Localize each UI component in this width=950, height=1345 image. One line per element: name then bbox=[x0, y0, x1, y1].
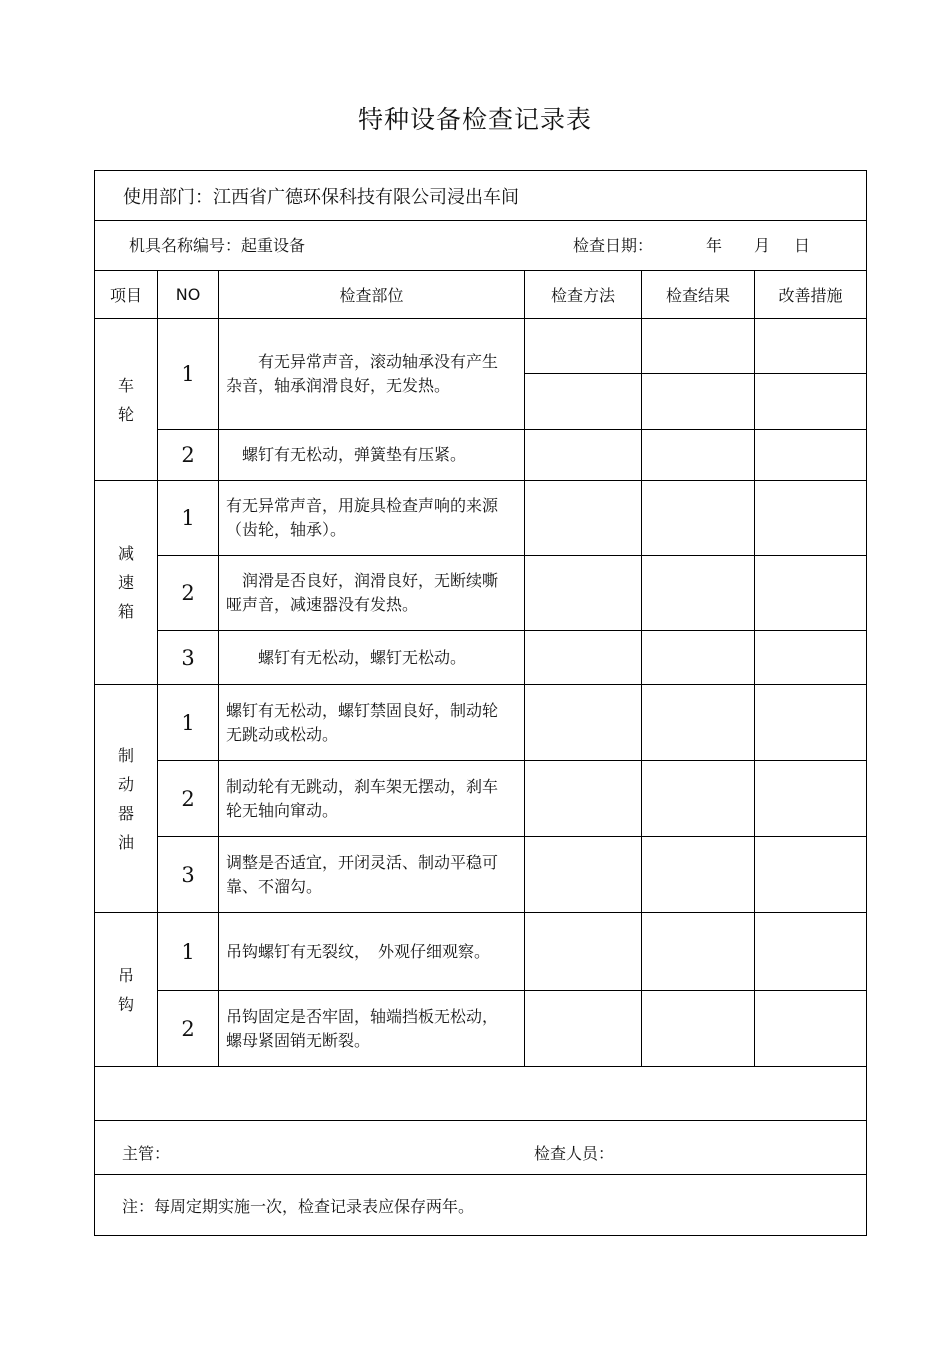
measure-cell[interactable] bbox=[755, 837, 867, 913]
item-no: 1 bbox=[158, 319, 219, 430]
item-no: 2 bbox=[158, 991, 219, 1067]
method-cell[interactable] bbox=[525, 913, 642, 991]
check-part: 螺钉有无松动，螺钉无松动。 bbox=[219, 631, 525, 685]
item-no: 2 bbox=[158, 761, 219, 837]
header-item: 项目 bbox=[95, 271, 158, 319]
measure-cell[interactable] bbox=[755, 481, 867, 556]
check-part: 调整是否适宜，开闭灵活、制动平稳可靠、不溜勾。 bbox=[219, 837, 525, 913]
machine-info-row bbox=[95, 221, 867, 271]
result-cell[interactable] bbox=[642, 481, 755, 556]
result-cell[interactable] bbox=[642, 685, 755, 761]
method-cell[interactable] bbox=[525, 481, 642, 556]
method-cell[interactable] bbox=[525, 685, 642, 761]
result-cell[interactable] bbox=[642, 631, 755, 685]
date-day: 日 bbox=[794, 236, 811, 255]
date-month: 月 bbox=[754, 236, 771, 255]
method-cell[interactable] bbox=[525, 761, 642, 837]
item-no: 3 bbox=[158, 631, 219, 685]
measure-cell[interactable] bbox=[755, 991, 867, 1067]
category-wheel: 车 轮 bbox=[95, 319, 158, 481]
header-method: 检查方法 bbox=[525, 271, 642, 319]
item-no: 2 bbox=[158, 556, 219, 631]
result-cell[interactable] bbox=[642, 761, 755, 837]
department-row: 使用部门：江西省广德环保科技有限公司浸出车间 bbox=[95, 171, 867, 221]
date-year: 年 bbox=[706, 236, 723, 255]
inspection-table bbox=[94, 170, 867, 1236]
method-cell[interactable] bbox=[525, 556, 642, 631]
measure-cell[interactable] bbox=[755, 631, 867, 685]
result-cell[interactable] bbox=[642, 556, 755, 631]
note-row: 注：每周定期实施一次，检查记录表应保存两年。 bbox=[95, 1175, 867, 1236]
header-result: 检查结果 bbox=[642, 271, 755, 319]
result-cell[interactable] bbox=[642, 991, 755, 1067]
category-gearbox: 减 速 箱 bbox=[95, 481, 158, 685]
check-part: 有无异常声音，用旋具检查声响的来源（齿轮，轴承）。 bbox=[219, 481, 525, 556]
method-cell[interactable] bbox=[525, 319, 642, 374]
date-label: 检查日期： bbox=[573, 236, 654, 255]
measure-cell[interactable] bbox=[755, 430, 867, 481]
method-cell[interactable] bbox=[525, 837, 642, 913]
measure-cell[interactable] bbox=[755, 374, 867, 430]
result-cell[interactable] bbox=[642, 319, 755, 374]
measure-cell[interactable] bbox=[755, 685, 867, 761]
check-part: 螺钉有无松动，弹簧垫有压紧。 bbox=[219, 430, 525, 481]
method-cell[interactable] bbox=[525, 991, 642, 1067]
measure-cell[interactable] bbox=[755, 556, 867, 631]
header-no: NO bbox=[158, 271, 219, 319]
page-title: 特种设备检查记录表 bbox=[357, 105, 592, 134]
measure-cell[interactable] bbox=[755, 761, 867, 837]
check-part: 润滑是否良好，润滑良好，无断续嘶哑声音，减速器没有发热。 bbox=[219, 556, 525, 631]
inspector-label: 检查人员： bbox=[534, 1144, 615, 1163]
measure-cell[interactable] bbox=[755, 319, 867, 374]
result-cell[interactable] bbox=[642, 913, 755, 991]
method-cell[interactable] bbox=[525, 631, 642, 685]
category-brake: 制 动 器 油 bbox=[95, 685, 158, 913]
blank-row[interactable] bbox=[95, 1067, 867, 1121]
item-no: 1 bbox=[158, 685, 219, 761]
item-no: 1 bbox=[158, 481, 219, 556]
result-cell[interactable] bbox=[642, 837, 755, 913]
supervisor-label: 主管： bbox=[122, 1144, 171, 1163]
method-cell[interactable] bbox=[525, 374, 642, 430]
signature-row bbox=[95, 1121, 867, 1175]
item-no: 1 bbox=[158, 913, 219, 991]
item-no: 3 bbox=[158, 837, 219, 913]
check-part: 吊钩螺钉有无裂纹， 外观仔细观察。 bbox=[219, 913, 525, 991]
header-measure: 改善措施 bbox=[755, 271, 867, 319]
method-cell[interactable] bbox=[525, 430, 642, 481]
check-part: 有无异常声音，滚动轴承没有产生杂音，轴承润滑良好，无发热。 bbox=[219, 319, 525, 430]
result-cell[interactable] bbox=[642, 430, 755, 481]
machine-label: 机具名称编号：起重设备 bbox=[129, 236, 306, 255]
measure-cell[interactable] bbox=[755, 913, 867, 991]
header-part: 检查部位 bbox=[219, 271, 525, 319]
item-no: 2 bbox=[158, 430, 219, 481]
check-part: 螺钉有无松动，螺钉禁固良好，制动轮无跳动或松动。 bbox=[219, 685, 525, 761]
category-hook: 吊 钩 bbox=[95, 913, 158, 1067]
check-part: 吊钩固定是否牢固，轴端挡板无松动，螺母紧固销无断裂。 bbox=[219, 991, 525, 1067]
check-part: 制动轮有无跳动，刹车架无摆动，刹车轮无轴向窜动。 bbox=[219, 761, 525, 837]
result-cell[interactable] bbox=[642, 374, 755, 430]
